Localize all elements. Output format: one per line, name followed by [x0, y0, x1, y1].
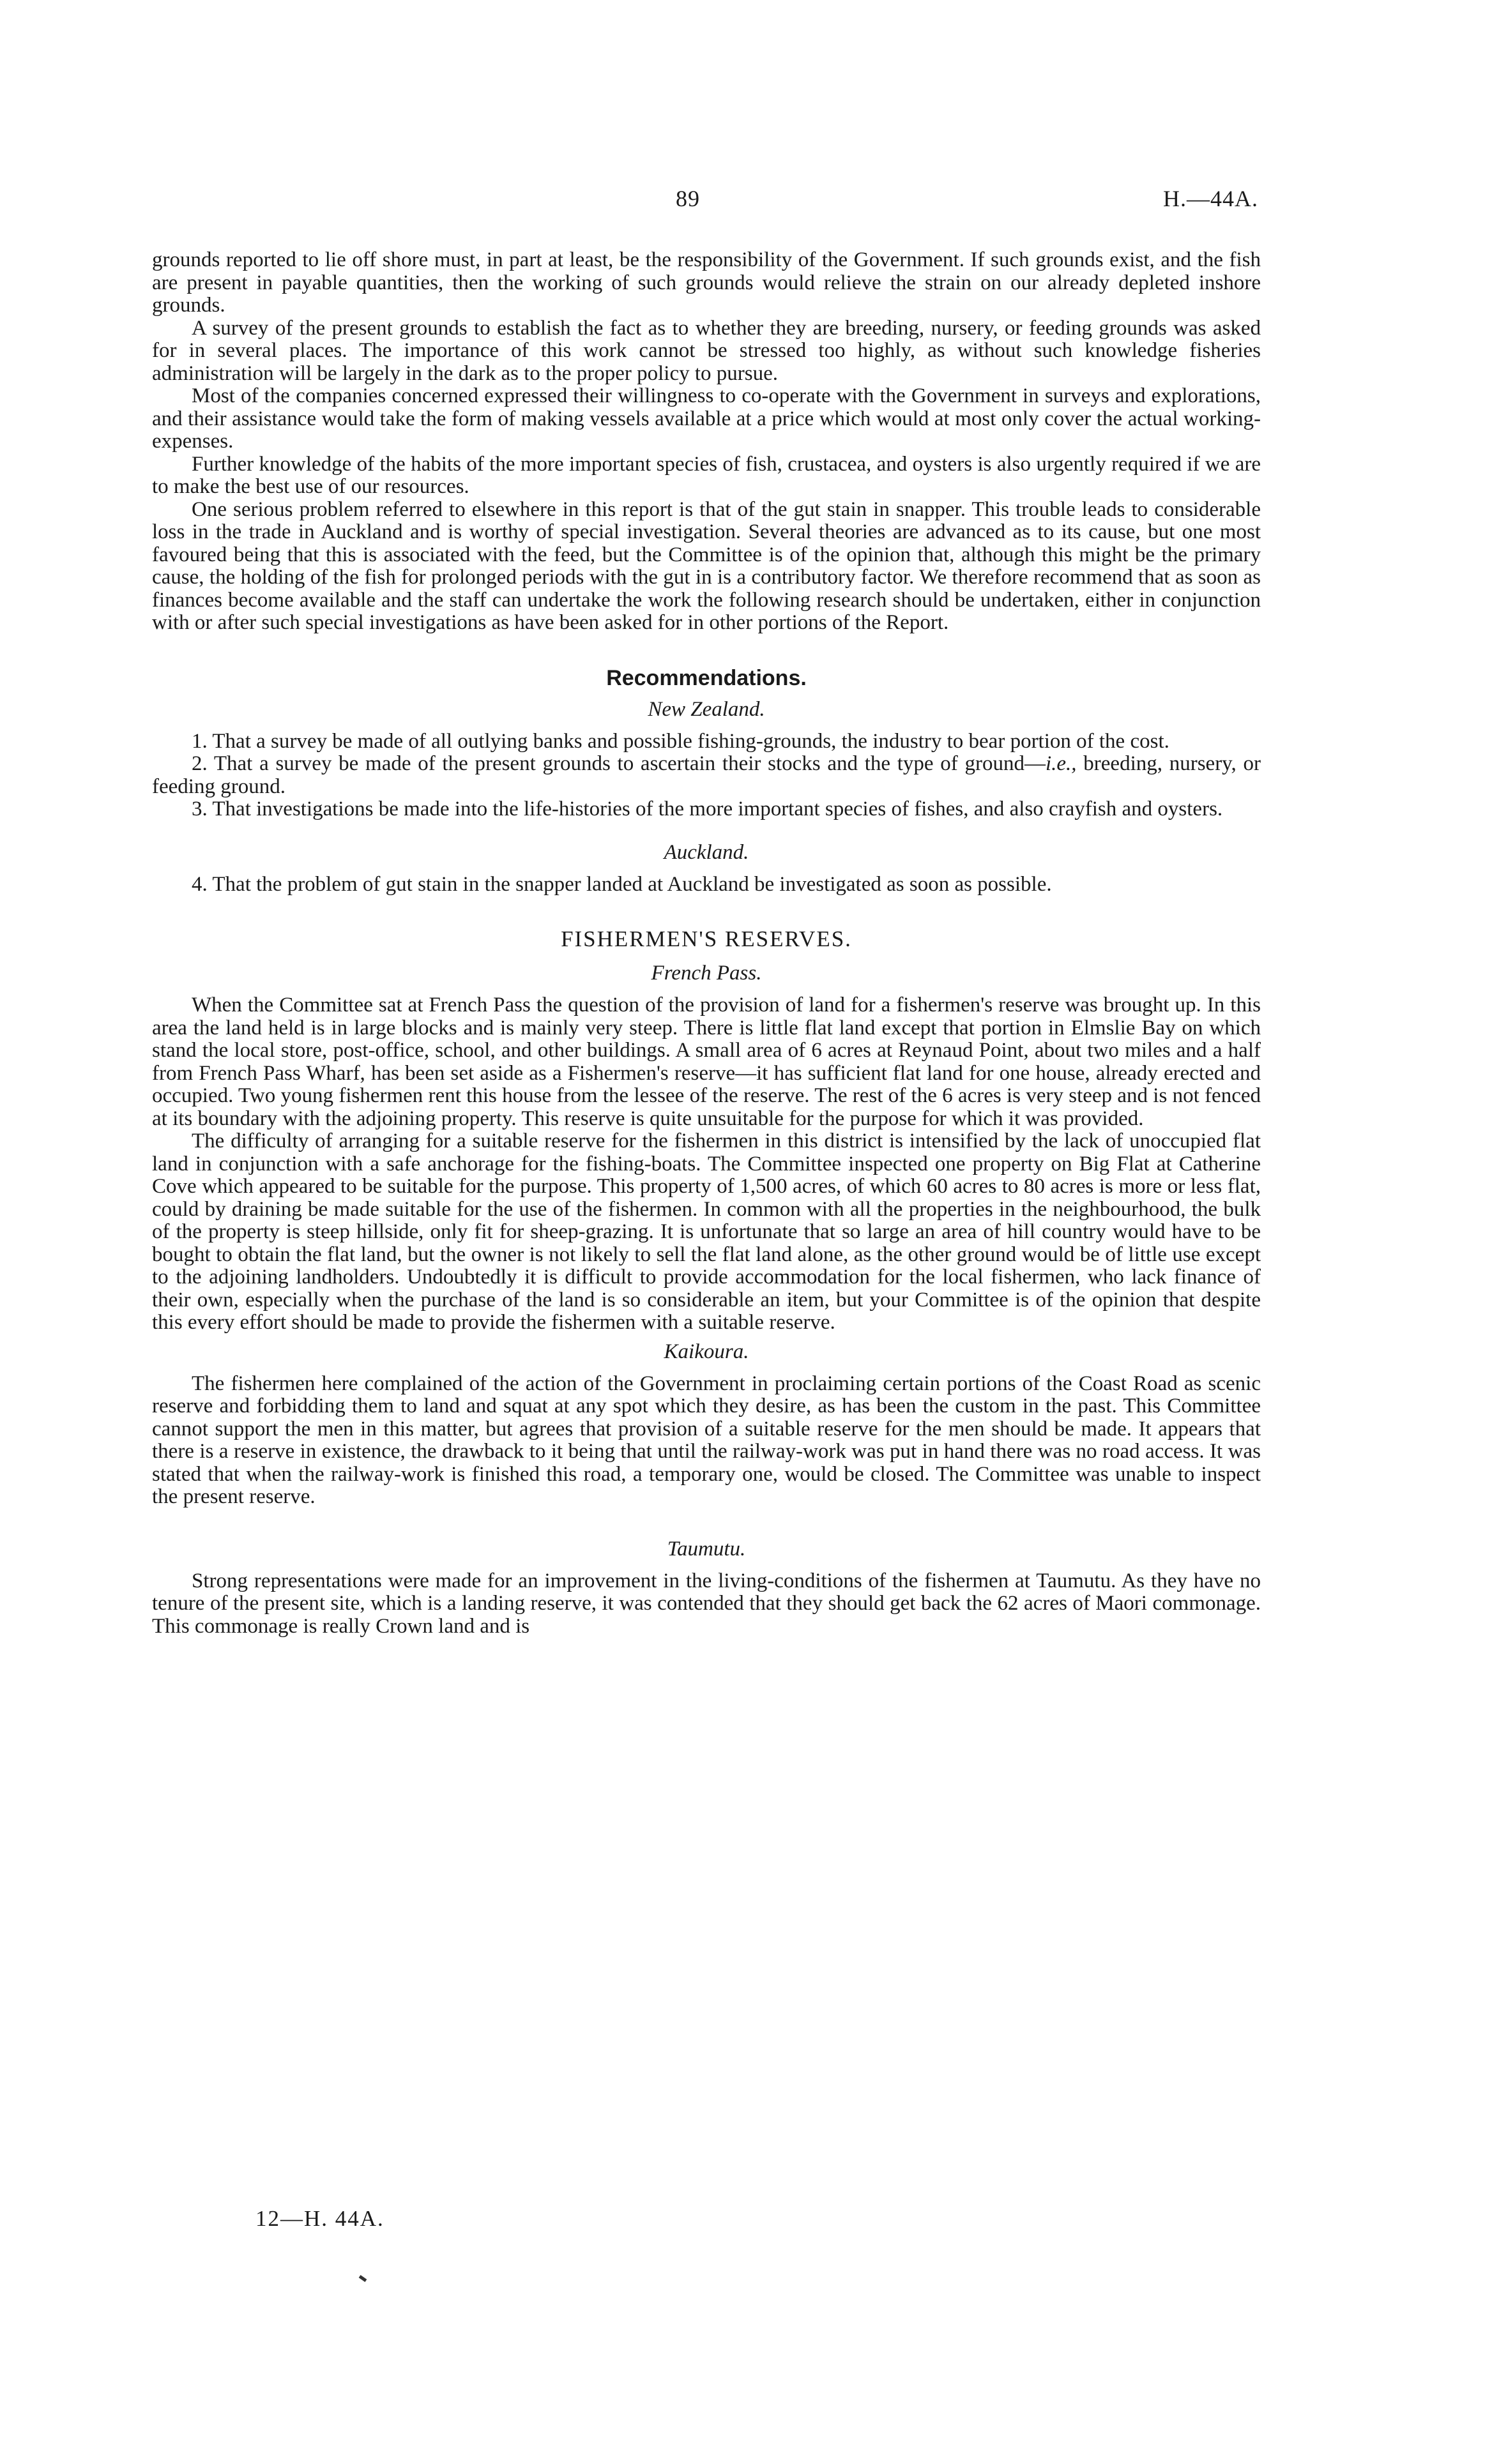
kaikoura-subheading: Kaikoura. — [664, 1340, 749, 1363]
recommendation-item: 3. That investigations be made into the life-histories of the more important species of fishes, and also crayfish and oysters. — [192, 797, 1223, 820]
recommendations-heading: Recommendations. — [606, 665, 807, 690]
fishermens-reserves-heading: FISHERMEN'S RESERVES. — [561, 926, 852, 951]
document-reference: H.—44A. — [1163, 186, 1258, 211]
paragraph: Further knowledge of the habits of the more important species of fish, crustacea, and oysters is also urgently required if we are to make the best use of our resources. — [152, 452, 1261, 498]
auckland-subheading: Auckland. — [664, 840, 749, 864]
taumutu-subheading: Taumutu. — [667, 1537, 746, 1561]
recommendation-item — [152, 753, 1261, 798]
recommendation-abbrev: i.e., — [1045, 752, 1077, 775]
french-pass-subheading: French Pass. — [651, 962, 762, 985]
paragraph: When the Committee sat at French Pass the question of the provision of land for a fishermen's reserve was brought up. In this area the land held is in large blocks and is mainly very steep. There is little flat land except that portion in Elmslie Bay on which stand the local store, post-office, school, and other buildings. A small area of 6 acres at Reynaud Point, about two miles and a half from French Pass Wharf, has been set aside as a Fishermen's reserve—it has sufficient flat land for one house, already erected and occupied. Two young fishermen rent this house from the lessee of the reserve. The rest of the 6 acres is very steep and is not fenced at its boundary with the adjoining property. This reserve is quite unsuitable for the purpose for which it was provided. — [152, 994, 1261, 1130]
recommendation-item: 4. That the problem of gut stain in the snapper landed at Auckland be investigated as soon as possible. — [192, 872, 1052, 896]
paragraph: The fishermen here complained of the action of the Government in proclaiming certain portions of the Coast Road as scenic reserve and forbidding them to land and squat at any spot which they desire, as has been the custom in the past. This Committee cannot support the men in this matter, but agrees that provision of a suitable reserve for the men should be made. It appears that there is a reserve in existence, the drawback to it being that until the railway-work was put in hand there was no road access. It was stated that when the railway-work is finished this road, a temporary one, would be closed. The Committee was unable to inspect the present reserve. — [152, 1372, 1261, 1508]
body-text — [152, 249, 1261, 1638]
paragraph: One serious problem referred to elsewhere in this report is that of the gut stain in snapper. This trouble leads to considerable loss in the trade in Auckland and is worthy of special investigation. Several theories are advanced as to its cause, but one most favoured being that this is associated with the feed, but the Committee is of the opinion that, although this might be the primary cause, the holding of the fish for prolonged periods with the gut in is a contributory factor. We therefore recommend that as soon as finances become available and the staff can undertake the work the following research should be undertaken, either in conjunction with or after such special investigations as have been asked for in other portions of the Report. — [152, 497, 1261, 634]
paragraph: A survey of the present grounds to establish the fact as to whether they are breeding, nursery, or feeding grounds was asked for in several places. The importance of this work cannot be stressed too highly, as without such knowledge fisheries administration will be largely in the dark as to the proper policy to pursue. — [152, 316, 1261, 385]
recommendation-text: breeding, nursery, or feeding ground. — [152, 752, 1261, 798]
paragraph: Most of the companies concerned expressed their willingness to co-operate with the Government in surveys and explorations, and their assistance would take the form of making vessels available at a price which would at most only cover the actual working-expenses. — [152, 384, 1261, 453]
recommendation-text: 2. That a survey be made of the present grounds to ascertain their stocks and the type of ground— — [192, 752, 1046, 775]
recommendation-item: 1. That a survey be made of all outlying banks and possible fishing-grounds, the industry to bear portion of the cost. — [192, 729, 1169, 753]
footer-signature: 12—H. 44A. — [255, 2206, 384, 2231]
page-number: 89 — [676, 186, 700, 211]
new-zealand-subheading: New Zealand. — [648, 697, 765, 721]
paragraph: Strong representations were made for an improvement in the living-conditions of the fishermen at Taumutu. As they have no tenure of the present site, which is a landing reserve, it was contended that they should get back the 62 acres of Maori commonage. This commonage is really Crown land and is — [152, 1569, 1261, 1638]
page-header — [152, 185, 1261, 223]
paragraph: The difficulty of arranging for a suitable reserve for the fishermen in this district is intensified by the lack of unoccupied flat land in conjunction with a safe anchorage for the fishing-boats. The Committee inspected one property on Big Flat at Catherine Cove which appeared to be suitable for the purpose. This property of 1,500 acres, of which 60 acres to 80 acres is more or less flat, could by draining be made suitable for the use of the fishermen. In common with all the properties in the neighbourhood, the bulk of the property is steep hillside, only fit for sheep-grazing. It is unfortunate that so large an area of hill country would have to be bought to obtain the flat land, but the owner is not likely to sell the flat land alone, as the other ground would be of little use except to the adjoining landholders. Undoubtedly it is difficult to provide accommodation for the local fishermen, who lack finance of their own, especially when the purchase of the land is so considerable an item, but your Committee is of the opinion that despite this every effort should be made to provide the fishermen with a suitable reserve. — [152, 1130, 1261, 1334]
paragraph: grounds reported to lie off shore must, in part at least, be the responsibility of the Government. If such grounds exist, and the fish are present in payable quantities, then the working of such grounds would relieve the strain on our already depleted inshore grounds. — [152, 248, 1261, 317]
stray-mark — [359, 2275, 367, 2282]
